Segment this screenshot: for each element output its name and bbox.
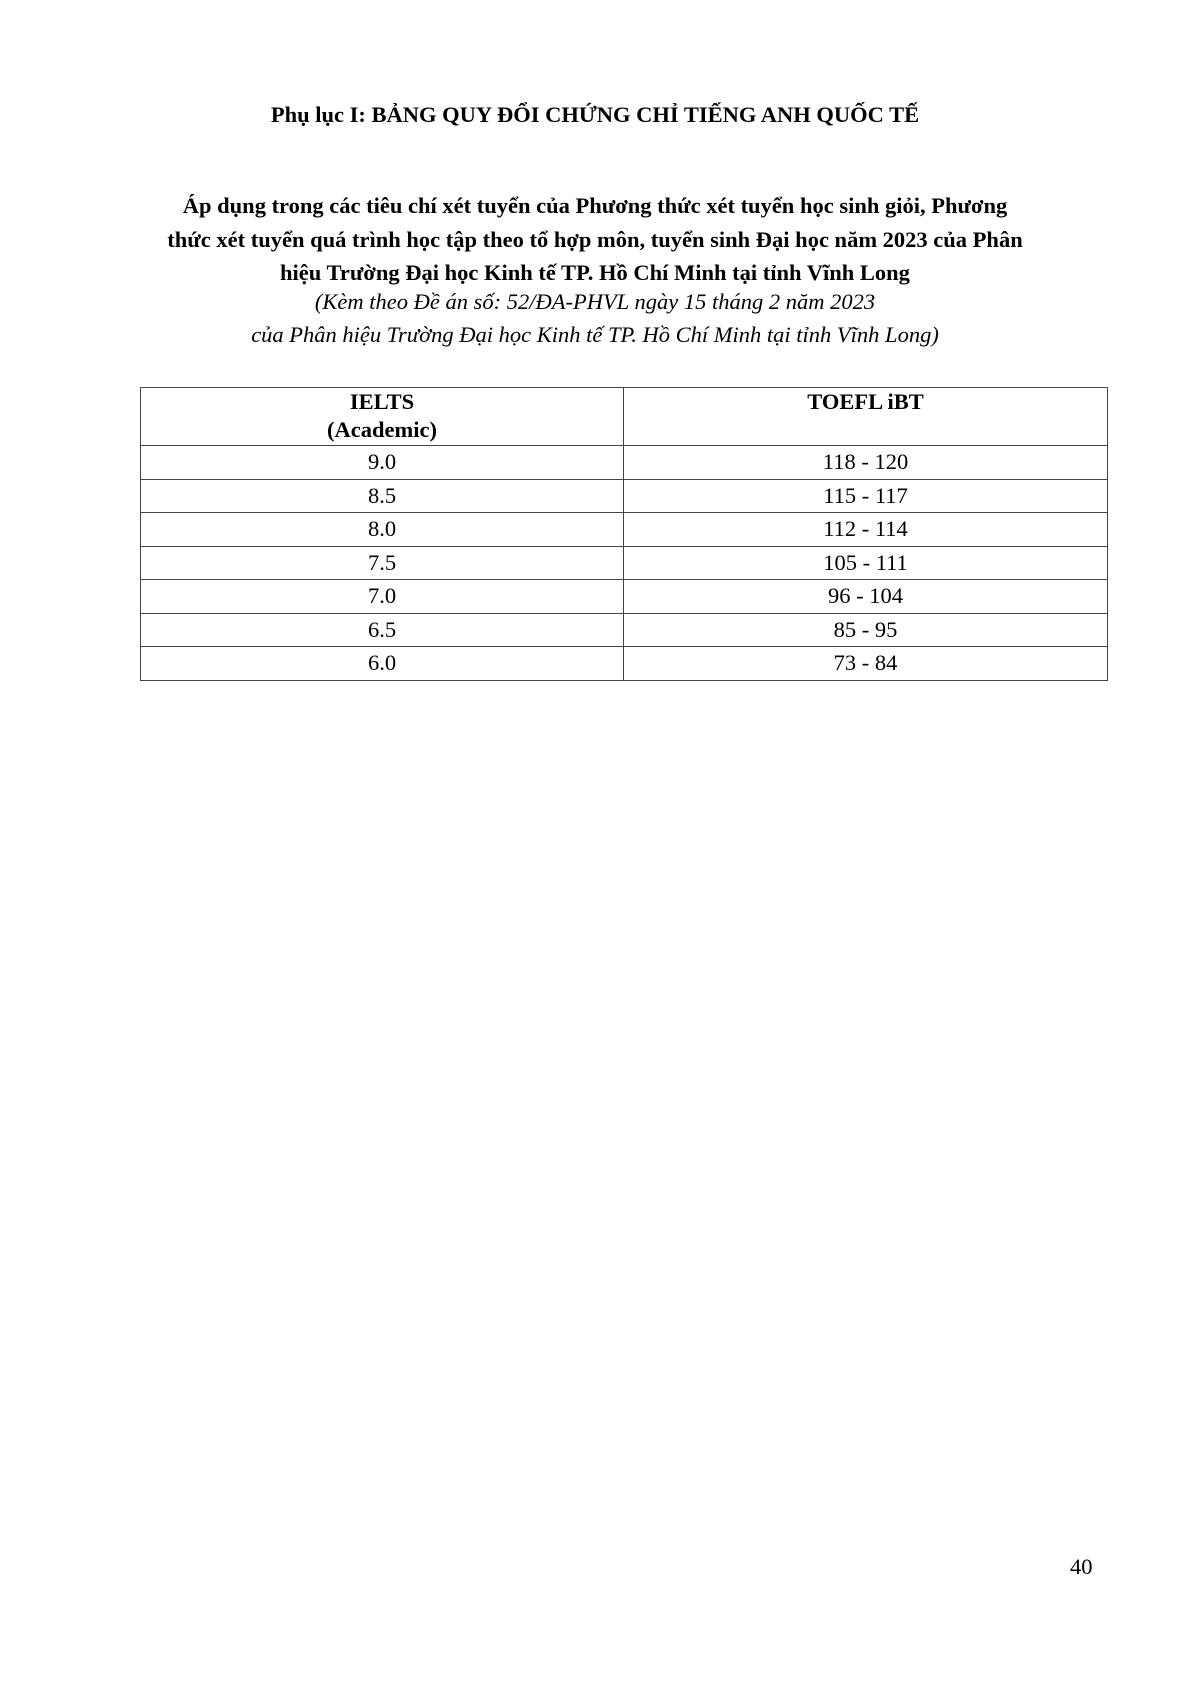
table-row [141,546,1108,580]
table-header-row [141,388,1108,446]
page-number: 40 [1070,1554,1093,1579]
toefl-score: 96 - 104 [624,580,1108,614]
toefl-score: 118 - 120 [624,446,1108,480]
subtitle [130,189,1060,290]
table-row [141,580,1108,614]
subtitle-line: thức xét tuyển quá trình học tập theo tổ hợp môn, tuyển sinh Đại học năm 2023 của Phân [167,226,1023,252]
ielts-score: 7.0 [141,580,624,614]
header-ielts-line2: (Academic) [327,417,437,442]
toefl-score: 112 - 114 [624,513,1108,547]
table-row [141,513,1108,547]
table-row [141,446,1108,480]
ielts-score: 6.5 [141,613,624,647]
ielts-score: 8.5 [141,479,624,513]
reference-note-line: (Kèm theo Đề án số: 52/ĐA-PHVL ngày 15 tháng 2 năm 2023 [314,289,876,314]
reference-note [130,285,1060,351]
conversion-table [140,387,1108,681]
ielts-score: 9.0 [141,446,624,480]
header-ielts [141,388,624,446]
ielts-score: 6.0 [141,647,624,681]
header-toefl: TOEFL iBT [624,388,1108,446]
toefl-score: 105 - 111 [624,546,1108,580]
subtitle-line: hiệu Trường Đại học Kinh tế TP. Hồ Chí Minh tại tỉnh Vĩnh Long [280,260,910,285]
table-row [141,647,1108,681]
toefl-score: 73 - 84 [624,647,1108,681]
ielts-score: 7.5 [141,546,624,580]
reference-note-line: của Phân hiệu Trường Đại học Kinh tế TP. Hồ Chí Minh tại tỉnh Vĩnh Long) [251,322,939,347]
table-row [141,479,1108,513]
toefl-score: 85 - 95 [624,613,1108,647]
page-title: Phụ lục I: BẢNG QUY ĐỔI CHỨNG CHỈ TIẾNG ANH QUỐC TẾ [270,102,920,127]
ielts-score: 8.0 [141,513,624,547]
header-ielts-line1: IELTS [349,389,415,414]
subtitle-line: Áp dụng trong các tiêu chí xét tuyển của Phương thức xét tuyển học sinh giỏi, Phương [182,193,1008,218]
toefl-score: 115 - 117 [624,479,1108,513]
table-row [141,613,1108,647]
